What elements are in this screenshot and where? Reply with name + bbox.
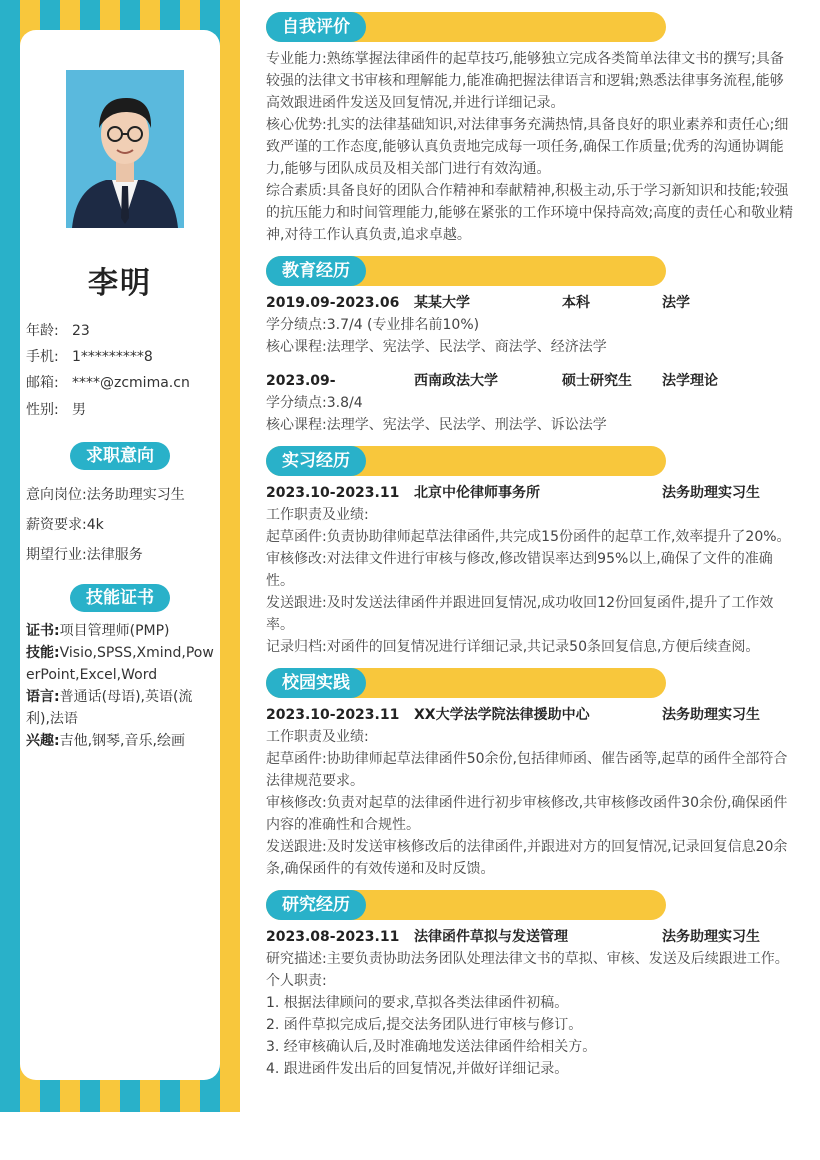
edu-gpa: 学分绩点:3.7/4 (专业排名前10%) — [266, 317, 480, 333]
hobby-line — [26, 730, 216, 752]
age-label: 年龄: — [26, 323, 59, 339]
self-eval-title: 自我评价 — [266, 12, 366, 42]
skill-line — [26, 642, 216, 686]
age-row — [26, 320, 90, 340]
email-value: ****@zcmima.cn — [72, 375, 190, 391]
internship-role: 法务助理实习生 — [662, 485, 760, 501]
research-line: 4. 跟进函件发出后的回复情况,并做好详细记录。 — [266, 1061, 569, 1077]
research-topic: 法律函件草拟与发送管理 — [414, 929, 568, 945]
research-line: 个人职责: — [266, 973, 327, 989]
gender-value: 男 — [72, 402, 86, 418]
self-eval-section — [266, 12, 796, 246]
skill-value: Visio,SPSS,Xmind,PowerPoint,Excel,Word — [26, 645, 214, 683]
phone-label: 手机: — [26, 349, 59, 365]
research-line: 1. 根据法律顾问的要求,草拟各类法律函件初稿。 — [266, 995, 569, 1011]
internship-line: 起草函件:负责协助律师起草法律函件,共完成15份函件的起草工作,效率提升了20%。 — [266, 529, 791, 545]
campus-period: 2023.10-2023.11 — [266, 707, 400, 723]
campus-line: 发送跟进:及时发送审核修改后的法律函件,并跟进对方的回复情况,记录回复信息20余条,确保函件的有效传递和及时反馈。 — [266, 839, 788, 877]
self-eval-paragraph: 核心优势:扎实的法律基础知识,对法律事务充满热情,具备良好的职业素养和责任心;细致严谨的工作态度,能够认真负责地完成每一项任务,确保工作质量;优秀的沟通协调能力,能够与团队成员及相关部门进行有效沟通。 — [266, 117, 789, 177]
campus-section — [266, 668, 796, 880]
campus-row — [266, 704, 796, 726]
cert-label: 证书: — [26, 623, 60, 639]
email-label: 邮箱: — [26, 375, 59, 391]
lang-label: 语言: — [26, 689, 60, 705]
section-header — [266, 668, 796, 698]
intent-salary: 薪资要求:4k — [26, 517, 104, 533]
education-title: 教育经历 — [266, 256, 366, 286]
internship-section — [266, 446, 796, 658]
internship-line: 发送跟进:及时发送法律函件并跟进回复情况,成功收回12份回复函件,提升了工作效率。 — [266, 595, 774, 633]
phone-value: 1*********8 — [72, 349, 153, 365]
profile-name: 李明 — [88, 266, 152, 301]
section-header — [266, 12, 796, 42]
age-value: 23 — [72, 323, 90, 339]
research-row — [266, 926, 796, 948]
hobby-label: 兴趣: — [26, 733, 60, 749]
edu-period: 2023.09- — [266, 373, 336, 389]
internship-row — [266, 482, 796, 504]
profile-photo — [66, 70, 184, 228]
email-row — [26, 372, 190, 392]
internship-line: 工作职责及业绩: — [266, 507, 369, 523]
education-row — [266, 370, 796, 392]
section-header — [266, 256, 796, 286]
cert-line — [26, 620, 216, 642]
campus-line: 工作职责及业绩: — [266, 729, 369, 745]
skills-block — [26, 620, 216, 752]
skill-label: 技能: — [26, 645, 60, 661]
edu-courses: 核心课程:法理学、宪法学、民法学、商法学、经济法学 — [266, 339, 607, 355]
campus-org: XX大学法学院法律援助中心 — [414, 707, 590, 723]
research-title: 研究经历 — [266, 890, 366, 920]
research-line: 2. 函件草拟完成后,提交法务团队进行审核与修订。 — [266, 1017, 583, 1033]
edu-school: 某某大学 — [414, 295, 470, 311]
education-row — [266, 292, 796, 314]
phone-row — [26, 346, 153, 366]
self-eval-paragraph: 综合素质:具备良好的团队合作精神和奉献精神,积极主动,乐于学习新知识和技能;较强的抗压能力和时间管理能力,能够在紧张的工作环境中保持高效;高度的责任心和敬业精神,对待工作认真负责,追求卓越。 — [266, 183, 794, 243]
edu-major: 法学理论 — [662, 373, 718, 389]
edu-major: 法学 — [662, 295, 690, 311]
lang-value: 普通话(母语),英语(流利),法语 — [26, 689, 193, 727]
cert-value: 项目管理师(PMP) — [59, 623, 170, 639]
campus-role: 法务助理实习生 — [662, 707, 760, 723]
internship-line: 记录归档:对函件的回复情况进行详细记录,共记录50条回复信息,方便后续查阅。 — [266, 639, 760, 655]
research-line: 3. 经审核确认后,及时准确地发送法律函件给相关方。 — [266, 1039, 597, 1055]
internship-period: 2023.10-2023.11 — [266, 485, 400, 501]
edu-period: 2019.09-2023.06 — [266, 295, 400, 311]
edu-school: 西南政法大学 — [414, 373, 498, 389]
edu-gpa: 学分绩点:3.8/4 — [266, 395, 363, 411]
research-section — [266, 890, 796, 1080]
intent-industry: 期望行业:法律服务 — [26, 547, 143, 563]
lang-line — [26, 686, 216, 730]
gender-label: 性别: — [26, 402, 59, 418]
edu-degree: 本科 — [562, 295, 590, 311]
self-eval-paragraph: 专业能力:熟练掌握法律函件的起草技巧,能够独立完成各类简单法律文书的撰写;具备较强的法律文书审核和理解能力,能准确把握法律语言和逻辑;熟悉法律事务流程,能够高效跟进函件发送及回复情况,并进行详细记录。 — [266, 51, 784, 111]
sidebar-card — [20, 30, 220, 1080]
internship-org: 北京中伦律师事务所 — [414, 485, 540, 501]
internship-line: 审核修改:对法律文件进行审核与修改,修改错误率达到95%以上,确保了文件的准确性。 — [266, 551, 773, 589]
research-line: 研究描述:主要负责协助法务团队处理法律文书的草拟、审核、发送及后续跟进工作。 — [266, 951, 789, 967]
section-header — [266, 890, 796, 920]
skills-title: 技能证书 — [70, 584, 170, 612]
edu-degree: 硕士研究生 — [562, 373, 632, 389]
campus-title: 校园实践 — [266, 668, 366, 698]
intent-title: 求职意向 — [70, 442, 170, 470]
research-role: 法务助理实习生 — [662, 929, 760, 945]
campus-line: 起草函件:协助律师起草法律函件50余份,包括律师函、催告函等,起草的函件全部符合法律规范要求。 — [266, 751, 788, 789]
education-section — [266, 256, 796, 436]
internship-title: 实习经历 — [266, 446, 366, 476]
research-period: 2023.08-2023.11 — [266, 929, 400, 945]
hobby-value: 吉他,钢琴,音乐,绘画 — [59, 733, 185, 749]
main-content — [266, 12, 796, 1090]
campus-line: 审核修改:负责对起草的法律函件进行初步审核修改,共审核修改函件30余份,确保函件内容的准确性和合规性。 — [266, 795, 788, 833]
intent-position: 意向岗位:法务助理实习生 — [26, 487, 185, 503]
section-header — [266, 446, 796, 476]
gender-row — [26, 399, 86, 419]
edu-courses: 核心课程:法理学、宪法学、民法学、刑法学、诉讼法学 — [266, 417, 607, 433]
